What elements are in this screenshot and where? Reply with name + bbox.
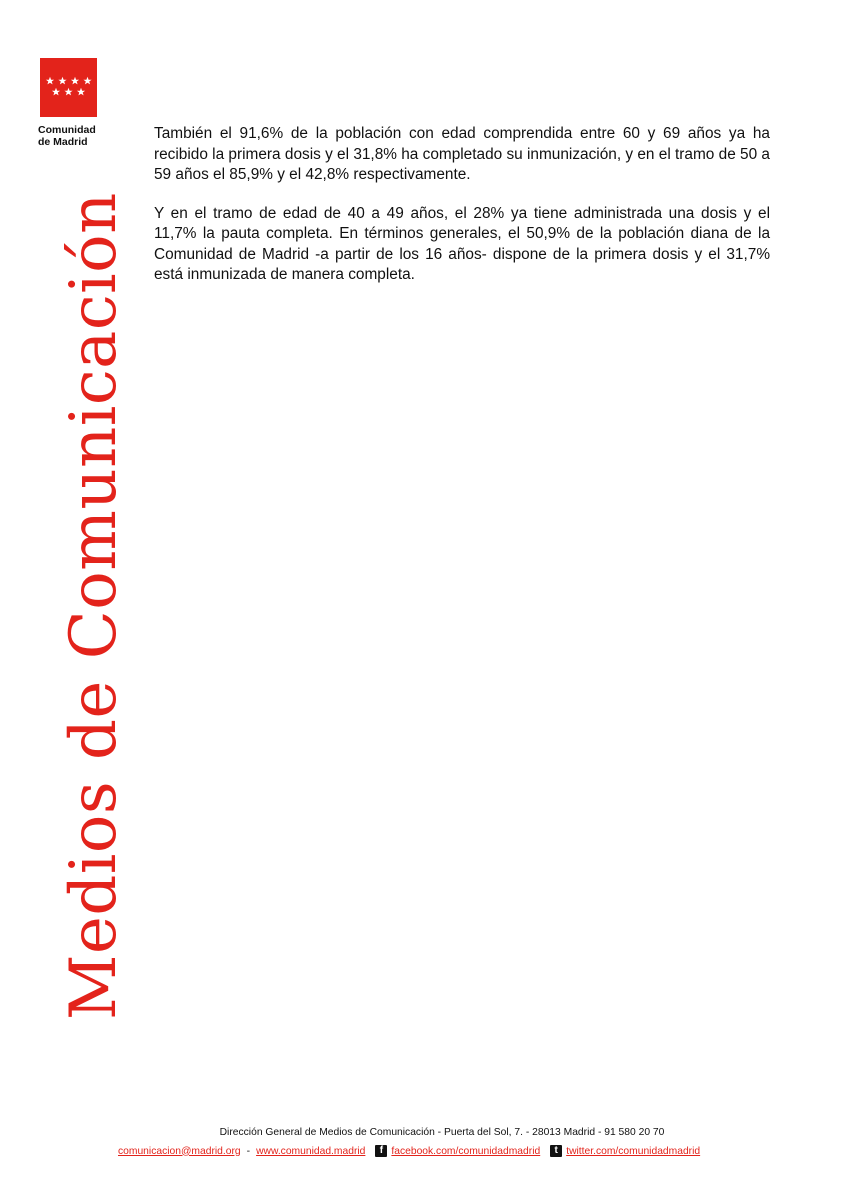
website-link[interactable]: www.comunidad.madrid bbox=[256, 1145, 366, 1157]
document-body bbox=[154, 124, 770, 304]
email-link[interactable]: comunicacion@madrid.org bbox=[118, 1145, 241, 1157]
twitter-icon: t bbox=[550, 1145, 562, 1157]
logo-name-line2: de Madrid bbox=[38, 136, 88, 148]
logo-name bbox=[38, 124, 128, 148]
side-title: Medios de Comunicación bbox=[57, 192, 131, 1020]
paragraph-2: Y en el tramo de edad de 40 a 49 años, el 28% ya tiene administrada una dosis y el 11,7% la pauta completa. En términos generales, el 50,9% de la población diana de la Comunidad de Madrid -a partir de los 16 años- dispone de la primera dosis y el 31,7% está inmunizada de manera completa. bbox=[154, 204, 770, 283]
logo-stars-icon bbox=[40, 58, 97, 117]
logo-name-line1: Comunidad bbox=[38, 124, 96, 136]
facebook-icon: f bbox=[375, 1145, 387, 1157]
footer-address: Dirección General de Medios de Comunicación - Puerta del Sol, 7. - 28013 Madrid - 91 580 20 70 bbox=[219, 1127, 665, 1138]
facebook-link[interactable]: facebook.com/comunidadmadrid bbox=[391, 1145, 541, 1157]
comunidad-madrid-logo bbox=[40, 58, 97, 117]
paragraph-1: También el 91,6% de la población con edad comprendida entre 60 y 69 años ya ha recibido la primera dosis y el 31,8% ha completado su inmunización, y en el tramo de 50 a 59 años el 85,9% y el 42,8% respectivamente. bbox=[154, 125, 770, 183]
footer-links bbox=[118, 1145, 778, 1157]
footer-separator: - bbox=[246, 1145, 251, 1157]
twitter-link[interactable]: twitter.com/comunidadmadrid bbox=[566, 1145, 701, 1157]
